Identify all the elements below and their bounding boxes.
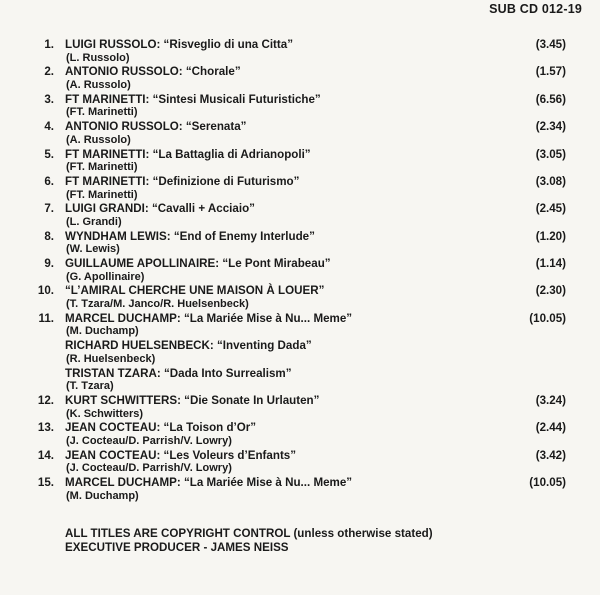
track-number: 8. bbox=[44, 229, 54, 243]
track-title-line bbox=[0, 38, 600, 52]
track-duration: (6.56) bbox=[535, 92, 566, 106]
track-duration: (10.05) bbox=[529, 476, 566, 489]
track-duration: (3.24) bbox=[535, 393, 566, 407]
track-item bbox=[0, 148, 600, 175]
track-title: ANTONIO RUSSOLO: “Chorale” bbox=[65, 65, 241, 79]
track-item bbox=[0, 230, 600, 257]
track-title-line bbox=[0, 202, 600, 216]
track-credit: (K. Schwitters) bbox=[66, 407, 144, 420]
track-credit: (T. Tzara/M. Janco/R. Huelsenbeck) bbox=[66, 298, 249, 311]
track-duration: (1.20) bbox=[535, 229, 566, 243]
track-title: JEAN COCTEAU: “Les Voleurs d’Enfants” bbox=[65, 448, 297, 462]
track-title-line bbox=[0, 421, 600, 435]
track-item bbox=[0, 257, 600, 284]
track-item bbox=[0, 421, 600, 448]
track-credit-line bbox=[0, 380, 600, 394]
track-number: 11. bbox=[38, 311, 54, 325]
track-credit-line bbox=[0, 435, 600, 449]
track-credit-line bbox=[0, 134, 600, 148]
track-credit-line bbox=[0, 52, 600, 66]
track-duration: (3.08) bbox=[535, 174, 566, 188]
track-credit-line bbox=[0, 161, 600, 175]
track-item bbox=[0, 175, 600, 202]
track-title-line bbox=[0, 93, 600, 107]
track-title: LUIGI RUSSOLO: “Risveglio di una Citta” bbox=[65, 38, 294, 51]
track-list bbox=[0, 38, 600, 503]
track-title-line bbox=[0, 449, 600, 463]
track-title-line bbox=[0, 175, 600, 189]
track-number: 3. bbox=[44, 92, 54, 106]
track-credit: (G. Apollinaire) bbox=[66, 270, 145, 283]
track-title: LUIGI GRANDI: “Cavalli + Acciaio” bbox=[65, 202, 255, 216]
track-number: 9. bbox=[44, 257, 54, 270]
track-duration: (2.30) bbox=[535, 284, 566, 298]
track-title: TRISTAN TZARA: “Dada Into Surrealism” bbox=[65, 366, 292, 380]
track-item bbox=[0, 65, 600, 92]
track-number: 4. bbox=[44, 120, 54, 134]
track-title: JEAN COCTEAU: “La Toison d’Or” bbox=[65, 421, 257, 435]
track-title-line bbox=[0, 148, 600, 162]
track-title: KURT SCHWITTERS: “Die Sonate In Urlauten” bbox=[65, 393, 320, 407]
track-credit: (R. Huelsenbeck) bbox=[66, 352, 156, 365]
track-title-line bbox=[0, 367, 600, 381]
track-item bbox=[0, 93, 600, 120]
catalog-number: SUB CD 012-19 bbox=[489, 2, 582, 16]
track-title: FT MARINETTI: “Sintesi Musicali Futuristiche” bbox=[65, 92, 321, 106]
track-title: FT MARINETTI: “La Battaglia di Adrianopoli” bbox=[65, 147, 311, 161]
track-number: 14. bbox=[37, 448, 54, 462]
track-number: 5. bbox=[44, 147, 54, 161]
track-title: WYNDHAM LEWIS: “End of Enemy Interlude” bbox=[65, 229, 315, 243]
track-credit-line bbox=[0, 106, 600, 120]
track-credit: (T. Tzara) bbox=[66, 380, 114, 393]
track-title: ANTONIO RUSSOLO: “Serenata” bbox=[65, 120, 247, 134]
track-credit-line bbox=[0, 353, 600, 367]
track-title: MARCEL DUCHAMP: “La Mariée Mise à Nu... Meme” bbox=[65, 476, 353, 489]
track-item bbox=[0, 312, 600, 394]
track-item bbox=[0, 449, 600, 476]
track-credit-line bbox=[0, 408, 600, 422]
track-item bbox=[0, 394, 600, 421]
track-credit-line bbox=[0, 271, 600, 285]
track-item bbox=[0, 120, 600, 147]
track-duration: (1.14) bbox=[535, 257, 566, 270]
executive-producer: EXECUTIVE PRODUCER - JAMES NEISS bbox=[65, 541, 289, 554]
track-duration: (10.05) bbox=[529, 311, 566, 325]
track-credit-line bbox=[0, 216, 600, 230]
track-number: 12. bbox=[37, 393, 54, 407]
track-number: 6. bbox=[44, 174, 54, 188]
track-credit: (A. Russolo) bbox=[66, 133, 131, 146]
track-credit: (FT. Marinetti) bbox=[66, 188, 138, 201]
track-credit: (J. Cocteau/D. Parrish/V. Lowry) bbox=[66, 434, 232, 447]
track-duration: (2.44) bbox=[535, 421, 566, 435]
track-item bbox=[0, 284, 600, 311]
track-title-line bbox=[0, 230, 600, 244]
track-title-line bbox=[0, 257, 600, 271]
track-item bbox=[0, 202, 600, 229]
track-number: 7. bbox=[44, 202, 54, 216]
track-number: 13. bbox=[37, 421, 54, 435]
track-credit: (M. Duchamp) bbox=[66, 489, 139, 502]
track-credit-line bbox=[0, 243, 600, 257]
track-credit: (A. Russolo) bbox=[66, 79, 131, 92]
credits-footer bbox=[65, 527, 433, 555]
track-credit: (M. Duchamp) bbox=[66, 325, 139, 338]
track-duration: (1.57) bbox=[535, 65, 566, 79]
track-item bbox=[0, 38, 600, 65]
track-number: 15. bbox=[37, 476, 54, 489]
track-title-line bbox=[0, 312, 600, 326]
track-title-line bbox=[0, 65, 600, 79]
track-credit: (J. Cocteau/D. Parrish/V. Lowry) bbox=[66, 462, 232, 475]
track-duration: (2.34) bbox=[535, 120, 566, 134]
track-number: 1. bbox=[44, 38, 54, 51]
track-title: MARCEL DUCHAMP: “La Mariée Mise à Nu... Meme” bbox=[65, 311, 353, 325]
track-credit: (L. Grandi) bbox=[66, 215, 122, 228]
track-credit-line bbox=[0, 298, 600, 312]
copyright-notice: ALL TITLES ARE COPYRIGHT CONTROL (unless otherwise stated) bbox=[65, 527, 433, 540]
track-credit: (FT. Marinetti) bbox=[66, 106, 138, 119]
track-credit-line bbox=[0, 325, 600, 339]
track-title: “L’AMIRAL CHERCHE UNE MAISON À LOUER” bbox=[65, 284, 325, 298]
track-number: 10. bbox=[37, 284, 54, 298]
track-credit: (L. Russolo) bbox=[66, 51, 130, 64]
track-credit-line bbox=[0, 490, 600, 504]
track-credit: (W. Lewis) bbox=[66, 243, 120, 256]
track-number: 2. bbox=[44, 65, 54, 79]
track-credit-line bbox=[0, 79, 600, 93]
track-duration: (3.42) bbox=[535, 448, 566, 462]
track-credit-line bbox=[0, 189, 600, 203]
track-credit: (FT. Marinetti) bbox=[66, 161, 138, 174]
track-title-line bbox=[0, 476, 600, 490]
track-duration: (3.45) bbox=[535, 38, 566, 51]
track-item bbox=[0, 476, 600, 503]
track-title: FT MARINETTI: “Definizione di Futurismo” bbox=[65, 174, 300, 188]
track-credit-line bbox=[0, 462, 600, 476]
track-title: GUILLAUME APOLLINAIRE: “Le Pont Mirabeau” bbox=[65, 257, 331, 270]
track-title-line bbox=[0, 339, 600, 353]
track-title-line bbox=[0, 120, 600, 134]
track-title-line bbox=[0, 394, 600, 408]
track-title: RICHARD HUELSENBECK: “Inventing Dada” bbox=[65, 339, 312, 353]
track-duration: (2.45) bbox=[535, 202, 566, 216]
track-duration: (3.05) bbox=[535, 147, 566, 161]
track-title-line bbox=[0, 284, 600, 298]
